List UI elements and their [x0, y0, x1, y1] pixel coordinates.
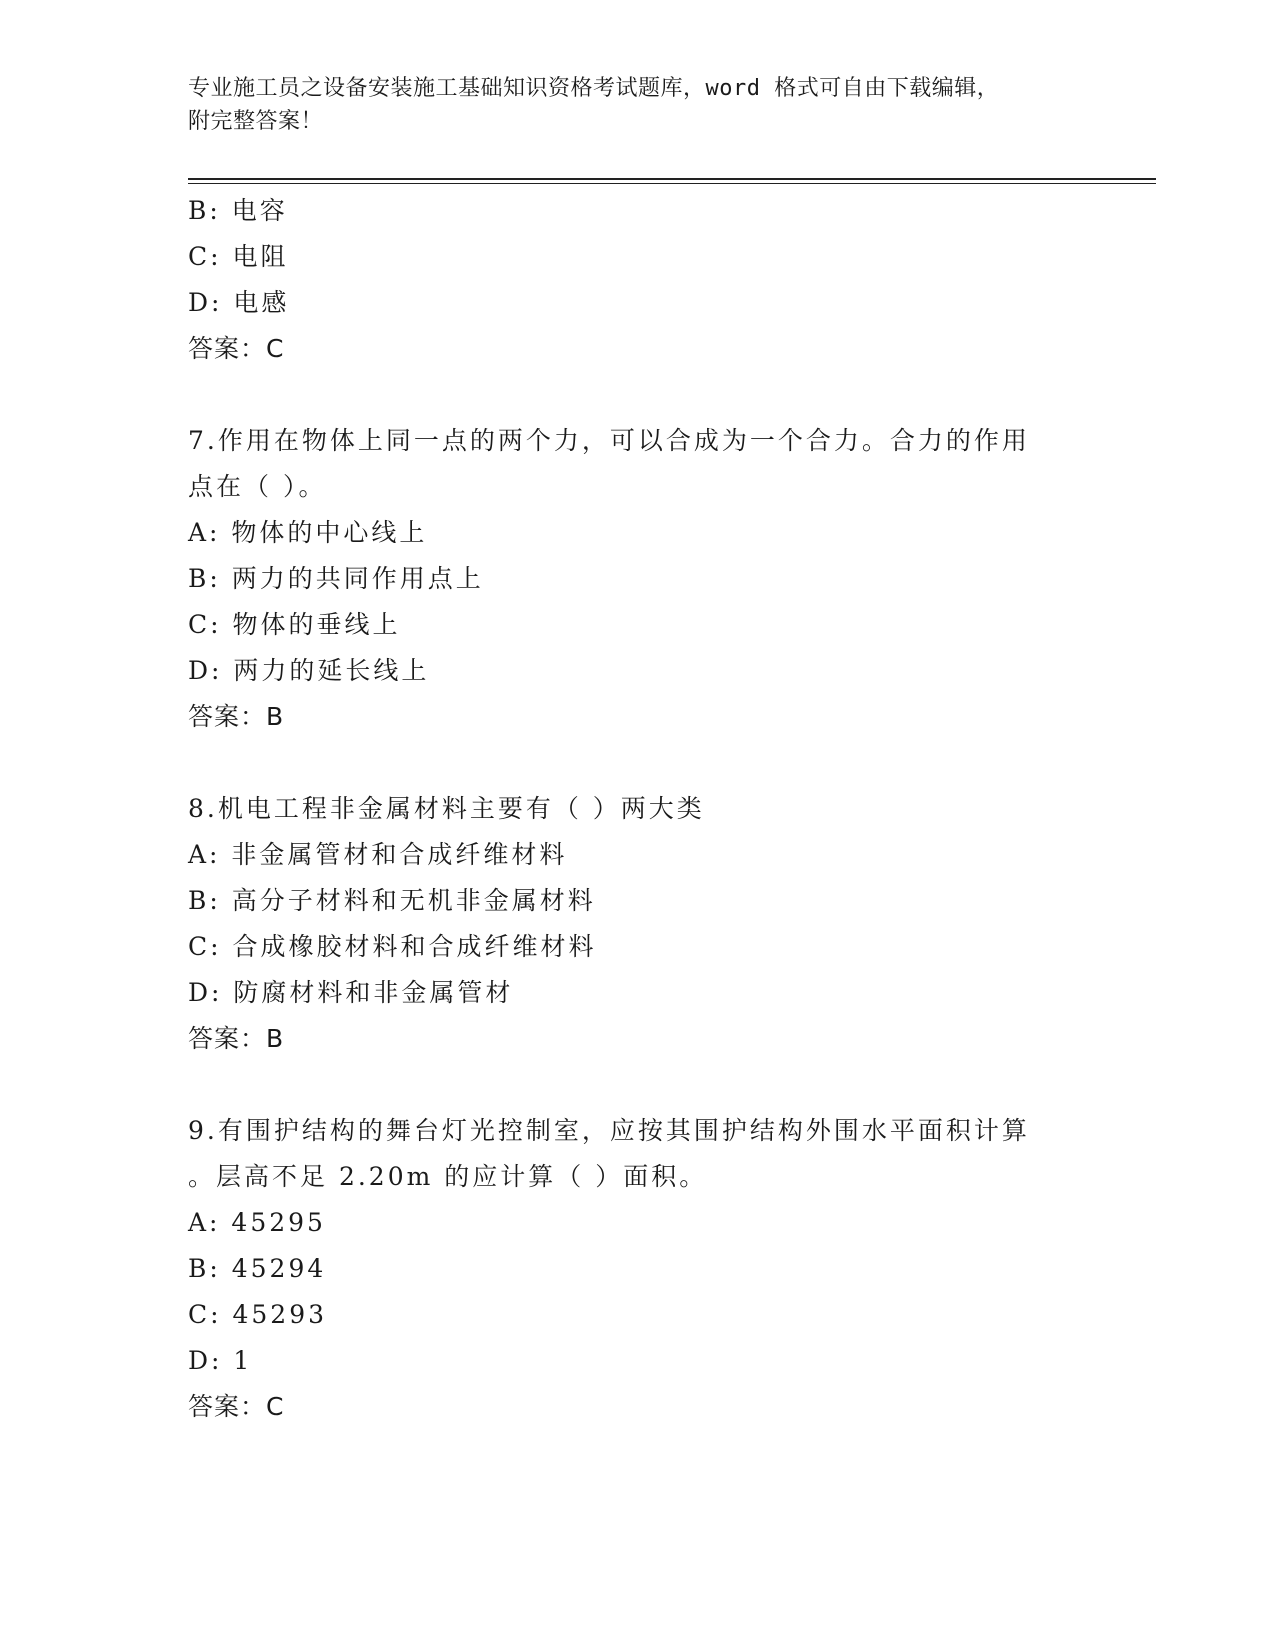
answer: 答案：B	[188, 702, 285, 731]
question-stem: 。层高不足 2.20m 的应计算（ ）面积。	[188, 1162, 708, 1191]
answer: 答案：C	[188, 334, 285, 363]
option-b: B: 电容	[188, 196, 288, 225]
question-list	[188, 188, 1088, 1430]
option-a: A: 物体的中心线上	[188, 518, 428, 547]
option-a: A: 45295	[188, 1208, 326, 1237]
question-stem: 点在（ ）。	[188, 472, 327, 501]
question-7	[188, 418, 1088, 740]
option-b: B: 两力的共同作用点上	[188, 564, 484, 593]
answer: 答案：C	[188, 1392, 285, 1421]
answer: 答案：B	[188, 1024, 285, 1053]
option-c: C: 合成橡胶材料和合成纤维材料	[188, 932, 597, 961]
question-stem: 9.有围护结构的舞台灯光控制室，应按其围护结构外围水平面积计算	[188, 1116, 1030, 1145]
header-rule-thick	[188, 178, 1156, 180]
question-stem: 8.机电工程非金属材料主要有（ ）两大类	[188, 794, 705, 823]
previous-question-tail	[188, 188, 1088, 372]
header-line-2: 附完整答案！	[188, 109, 324, 134]
option-a: A: 非金属管材和合成纤维材料	[188, 840, 568, 869]
header-line-1: 专业施工员之设备安装施工基础知识资格考试题库，word 格式可自由下载编辑，	[188, 76, 1000, 101]
question-stem: 7.作用在物体上同一点的两个力，可以合成为一个合力。合力的作用	[188, 426, 1030, 455]
document-header	[188, 72, 1068, 138]
option-d: D: 两力的延长线上	[188, 656, 430, 685]
option-d: D: 电感	[188, 288, 290, 317]
option-d: D: 防腐材料和非金属管材	[188, 978, 514, 1007]
option-c: C: 45293	[188, 1300, 328, 1329]
option-c: C: 物体的垂线上	[188, 610, 401, 639]
header-rule-thin	[188, 183, 1156, 184]
option-b: B: 45294	[188, 1254, 327, 1283]
option-c: C: 电阻	[188, 242, 289, 271]
question-9	[188, 1108, 1088, 1430]
option-b: B: 高分子材料和无机非金属材料	[188, 886, 596, 915]
option-d: D: 1	[188, 1346, 253, 1375]
question-8	[188, 786, 1088, 1062]
